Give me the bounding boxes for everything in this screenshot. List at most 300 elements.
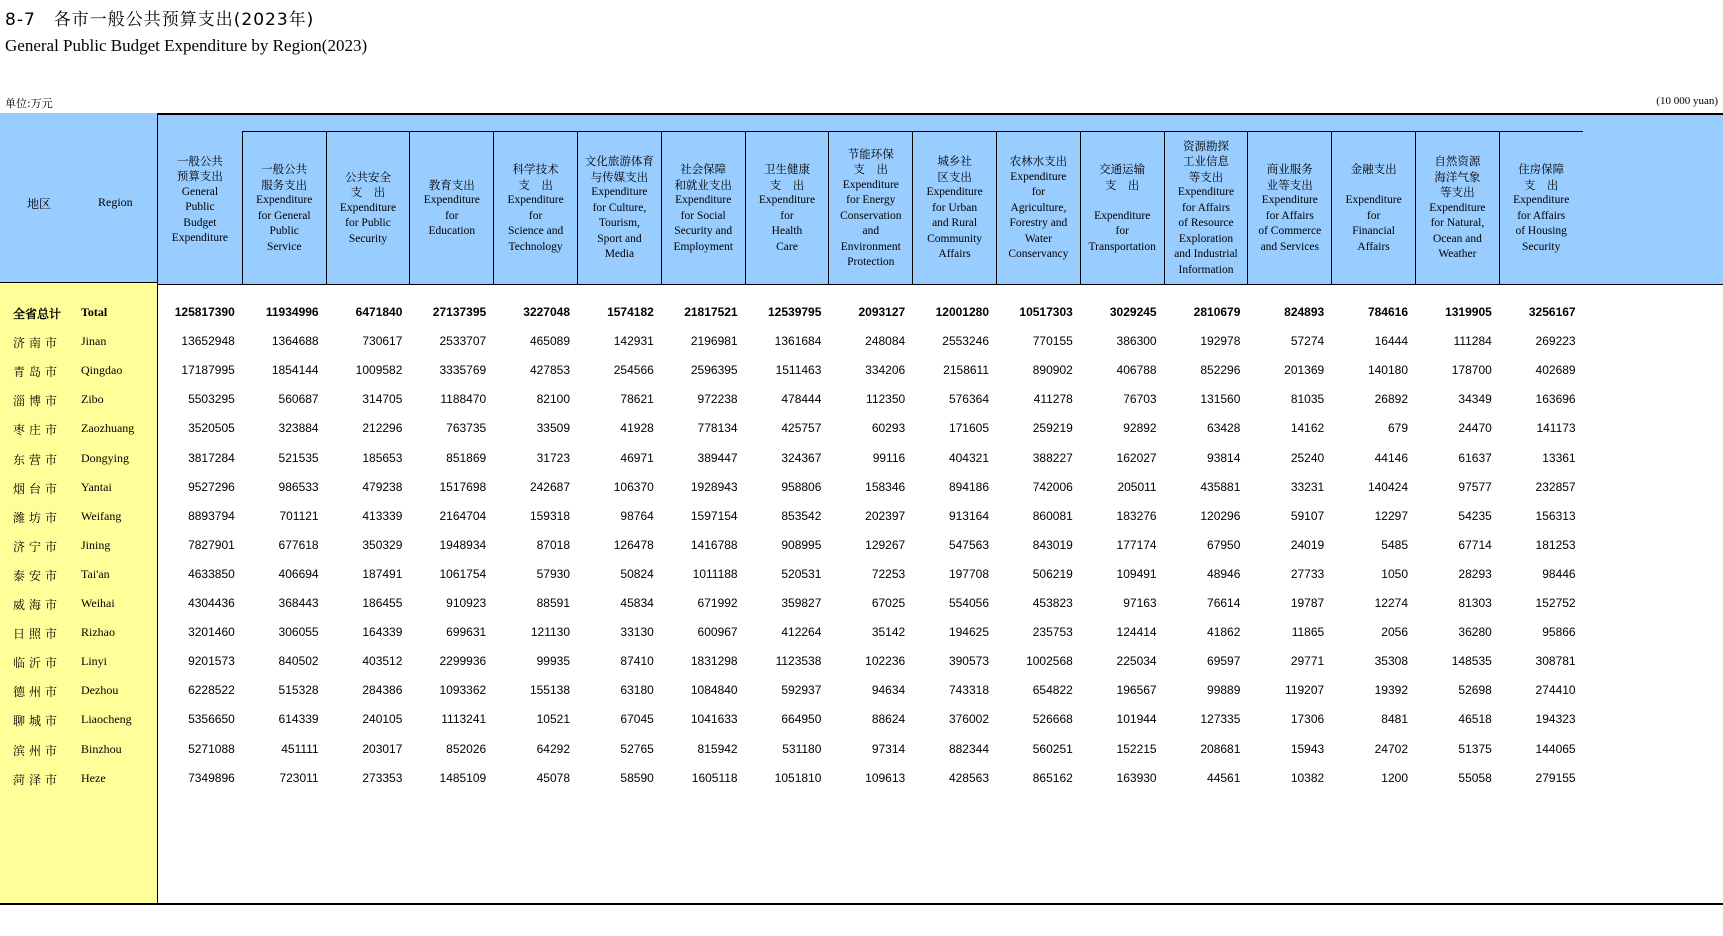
table-cell: 284386 [362,683,403,698]
table-cell: 44146 [1374,450,1408,465]
table-cell: 171605 [948,421,989,436]
table-cell: 59107 [1290,508,1325,523]
table-cell: 1061754 [439,566,487,581]
table-cell: 521535 [278,450,319,465]
column-header-en-line: Security and [674,225,733,237]
expenditure-table [0,113,1723,905]
table-cell: 3029245 [1109,305,1157,319]
table-cell: 852296 [1200,363,1241,378]
region-name-cn: 济南市 [13,336,62,351]
table-cell: 478444 [781,392,822,407]
table-cell: 6228522 [188,683,235,698]
table-cell: 614339 [278,712,319,727]
table-cell: 274410 [1535,683,1576,698]
column-header-en-line: Affairs [938,248,971,261]
column-header-cn-line: 一般公共 [176,153,223,168]
column-header-cn-line: 社会保障 [680,162,727,176]
table-cell: 699631 [446,625,487,640]
table-cell: 5356650 [188,712,235,727]
table-cell: 520531 [781,566,822,581]
column-header-en-line: of Housing [1515,225,1567,237]
table-cell: 201369 [1284,363,1325,378]
column-header-en-line: Security [348,232,388,245]
column-header-en-line: Security [1522,240,1561,253]
column-header-en-line: Expenditure [256,194,313,206]
table-cell: 33509 [536,421,570,436]
table-cell: 9201573 [188,654,235,669]
table-cell: 76703 [1123,392,1157,407]
table-cell: 600967 [697,625,738,640]
table-cell: 784616 [1367,305,1408,319]
column-header-en-line: for [1115,225,1129,237]
region-name-en: Jinan [81,334,107,349]
table-cell: 7827901 [188,537,235,552]
table-cell: 112350 [866,392,906,407]
table-cell: 52765 [620,741,654,756]
table-cell: 1011188 [692,566,738,581]
column-header-en-line: for General [257,209,311,222]
table-cell: 479238 [362,479,403,494]
column-header-en-line: for [1366,209,1381,222]
table-cell: 3201460 [188,625,235,640]
table-cell: 187491 [362,566,403,581]
table-cell: 97314 [871,741,906,756]
column-header-en-line: Expenditure [1345,194,1402,206]
region-name-en: Qingdao [81,363,123,378]
column-header-en-line: for Urban [932,201,978,214]
table-cell: 35142 [871,625,906,640]
table-cell: 45078 [536,770,570,785]
table-cell: 763735 [446,421,487,436]
table-cell: 843019 [1032,537,1073,552]
column-header-5 [493,131,577,285]
table-cell: 163930 [1116,770,1157,785]
table-cell: 1093362 [439,683,487,698]
column-header-en-line: for Public [345,217,391,230]
table-cell: 3817284 [188,450,235,465]
table-cell: 109491 [1116,566,1157,581]
column-header-en-line: Transportation [1088,240,1156,253]
table-cell: 24702 [1374,741,1408,756]
table-cell: 248084 [865,334,906,349]
table-cell: 576364 [948,392,989,407]
table-cell: 140180 [1367,363,1408,378]
table-cell: 15943 [1290,741,1325,756]
table-cell: 33130 [620,625,654,640]
column-header-en-line: for Social [680,209,726,222]
table-cell: 99889 [1207,683,1241,698]
column-header-en-line: for Energy [846,194,896,206]
table-cell: 67025 [871,596,906,610]
table-cell: 99935 [536,654,570,669]
table-cell: 202397 [865,508,906,523]
region-name-en: Heze [81,770,106,785]
column-header-en-line: General [181,185,219,198]
table-cell: 11865 [1291,625,1325,640]
column-header-en-line: Financial [1352,225,1395,237]
column-header-cn-line: 住房保障 [1518,162,1565,176]
table-cell: 185653 [362,450,403,465]
table-cell: 851869 [446,450,487,465]
column-header-13 [1164,131,1248,285]
table-cell: 560251 [1032,741,1073,756]
region-name-en: Total [81,305,108,319]
table-cell: 242687 [529,479,570,494]
column-header-en-line: Conservancy [1008,248,1069,261]
table-cell: 6471840 [355,305,403,319]
column-header-en-line: Exploration [1178,232,1234,245]
table-cell: 45834 [620,596,654,610]
table-cell: 225034 [1116,654,1157,669]
table-cell: 54235 [1458,508,1492,523]
column-header-en-line: for [445,209,459,222]
table-cell: 19392 [1374,683,1408,698]
column-header-cn-line: 区支出 [937,169,972,184]
column-header-en-line: for [528,209,543,222]
table-cell: 41928 [620,421,654,436]
table-cell: 232857 [1535,479,1576,494]
table-row [0,361,1723,381]
table-cell: 308781 [1535,654,1576,669]
column-header-14 [1247,131,1331,285]
table-cell: 148535 [1451,654,1492,669]
table-cell: 1361684 [774,334,822,349]
table-cell: 87018 [536,537,570,552]
region-name-cn: 菏泽市 [13,772,62,787]
table-cell: 97163 [1123,596,1157,610]
column-header-en-line: for Culture, [592,201,647,214]
table-cell: 27137395 [432,305,487,319]
region-name-cn: 全省总计 [13,307,62,321]
region-name-cn: 枣庄市 [13,423,62,438]
table-cell: 13361 [1542,450,1576,465]
table-cell: 93814 [1207,450,1241,465]
table-cell: 212296 [362,421,403,436]
table-cell: 33231 [1290,479,1325,494]
table-cell: 120296 [1200,508,1241,523]
table-cell: 413339 [362,508,403,523]
column-header-en-line: and Rural [932,217,978,230]
table-cell: 1319905 [1445,305,1492,319]
column-header-cn-line: 支 出 [518,177,553,192]
table-cell: 88624 [871,712,906,727]
table-cell: 547563 [948,537,989,552]
region-name-cn: 东营市 [13,452,62,467]
table-cell: 63180 [620,683,654,698]
column-header-cn-line: 与传媒支出 [590,169,649,184]
table-row [0,332,1723,352]
region-header-cell [0,113,157,283]
table-cell: 92892 [1123,421,1157,436]
table-cell: 1084840 [690,683,738,698]
table-cell: 1831298 [690,654,738,669]
table-cell: 2299936 [439,654,487,669]
column-header-en-line: Service [266,240,302,253]
table-cell: 46971 [620,450,654,465]
table-cell: 306055 [278,625,319,640]
column-header-en-line: Environment [840,240,901,253]
table-cell: 52698 [1458,683,1492,698]
table-cell: 279155 [1535,770,1576,785]
table-row [0,740,1723,760]
table-cell: 865162 [1032,770,1073,785]
column-header-cn-line: 服务支出 [261,177,308,192]
table-cell: 958806 [781,479,822,494]
column-header-en-line: Public [269,225,299,237]
table-cell: 1485109 [439,770,487,785]
table-cell: 17306 [1290,712,1325,727]
table-row [0,681,1723,701]
table-cell: 743318 [948,683,989,698]
table-cell: 34349 [1458,392,1492,407]
table-cell: 13652948 [181,334,235,349]
column-header-cn-line: 支 出 [350,185,386,200]
region-name-en: Binzhou [81,741,122,756]
table-cell: 1605118 [691,770,738,785]
table-cell: 1854144 [271,363,319,378]
region-name-en: Tai'an [81,566,110,581]
table-cell: 81035 [1290,392,1325,407]
table-cell: 840502 [278,654,319,669]
table-cell: 141173 [1536,421,1576,436]
table-cell: 98764 [620,508,654,523]
table-cell: 208681 [1200,741,1241,756]
table-cell: 102236 [865,654,906,669]
column-header-12 [1080,131,1164,285]
table-cell: 465089 [529,334,570,349]
table-cell: 152215 [1116,741,1157,756]
table-cell: 406788 [1116,363,1157,378]
column-header-8 [745,131,829,285]
column-header-cn-line: 节能环保 [847,146,894,161]
table-cell: 2810679 [1193,305,1241,319]
table-cell: 259219 [1032,421,1073,436]
table-cell: 31723 [536,450,570,465]
table-cell: 196567 [1116,683,1157,698]
table-cell: 155138 [529,683,570,698]
table-cell: 76614 [1207,596,1241,610]
table-cell: 368443 [278,596,319,610]
table-cell: 654822 [1032,683,1073,698]
column-header-en-line: Expenditure [926,186,983,199]
column-header-en-line: Information [1178,263,1234,276]
table-cell: 406694 [278,566,319,581]
region-name-en: Linyi [81,654,107,669]
table-cell: 323884 [278,421,319,436]
table-cell: 25240 [1290,450,1325,465]
column-header-en-line: Expenditure [507,194,564,206]
table-cell: 986533 [278,479,319,494]
region-name-cn: 潍坊市 [13,510,62,525]
column-header-cn-line: 等支出 [1188,169,1224,184]
column-header-7 [661,131,745,285]
table-cell: 163696 [1535,392,1576,407]
table-cell: 453823 [1032,596,1073,610]
table-cell: 240105 [362,712,403,727]
table-cell: 109613 [865,770,906,785]
table-cell: 1597154 [690,508,738,523]
region-name-cn: 淄博市 [13,394,62,409]
table-cell: 3227048 [523,305,570,319]
table-cell: 78621 [620,392,654,407]
column-header-cn-line: 科学技术 [512,162,559,176]
table-cell: 27733 [1290,566,1325,581]
table-cell: 1416788 [690,537,738,552]
table-cell: 119207 [1285,683,1325,698]
column-header-en-line: Expenditure [1094,209,1151,222]
region-name-en: Dongying [81,450,129,465]
table-cell: 124414 [1116,625,1157,640]
region-name-cn: 临沂市 [13,656,62,671]
table-bottom-rule [0,903,1723,905]
column-header-en-line: Public [185,201,215,213]
table-cell: 181253 [1535,537,1576,552]
table-cell: 55058 [1458,770,1492,785]
table-row [0,652,1723,672]
table-cell: 82100 [536,392,570,407]
table-cell: 3335769 [439,363,487,378]
table-cell: 111284 [1453,334,1492,349]
table-cell: 88591 [536,596,570,610]
table-cell: 14162 [1290,421,1325,436]
table-cell: 4633850 [188,566,235,581]
table-cell: 671992 [697,596,738,610]
table-cell: 324367 [781,450,822,465]
table-cell: 127335 [1200,712,1241,727]
table-cell: 12001280 [935,305,989,319]
table-cell: 36280 [1458,625,1492,640]
table-cell: 98446 [1542,566,1576,581]
column-header-en-line: Education [428,225,476,237]
table-cell: 183276 [1116,508,1157,523]
region-name-en: Weifang [81,508,122,523]
table-cell: 186455 [362,596,403,610]
column-header-en-line: and Services [1260,240,1320,253]
table-cell: 890902 [1032,363,1073,378]
table-cell: 57274 [1290,334,1325,349]
region-name-en: Yantai [81,479,112,494]
table-cell: 205011 [1117,479,1157,494]
column-header-cn-line: 金融支出 [1350,162,1397,176]
table-cell: 142931 [613,334,654,349]
table-cell: 404321 [948,450,989,465]
column-header-cn-line: 教育支出 [428,177,475,192]
page-title-cn: 8-7 各市一般公共预算支出(2023年) [5,10,315,30]
table-cell: 853542 [781,508,822,523]
table-cell: 99116 [872,450,906,465]
column-header-en-line: Expenditure [1513,194,1570,206]
table-row [0,390,1723,410]
region-name-en: Zaozhuang [81,421,135,436]
column-header-en-line: Conservation [840,209,902,222]
table-cell: 506219 [1032,566,1073,581]
column-header-cn-line: 海洋气象 [1434,169,1481,184]
column-header-16 [1415,131,1499,285]
region-name-en: Liaocheng [81,712,132,727]
column-header-en-line: Expenditure [423,194,480,206]
table-row-total [0,303,1723,323]
table-cell: 41862 [1207,625,1241,640]
table-cell: 913164 [948,508,989,523]
table-cell: 824893 [1284,305,1325,319]
table-row [0,710,1723,730]
column-header-en-line: Expenditure [1429,201,1486,214]
table-cell: 164339 [362,625,403,640]
column-header-cn-line: 卫生健康 [763,162,810,176]
table-cell: 679 [1387,421,1408,436]
column-header-en-line: Expenditure [758,194,816,206]
table-cell: 2158611 [943,363,989,378]
column-header-cn-line: 支 出 [1523,177,1559,192]
table-cell: 29771 [1290,654,1325,669]
column-header-en-line: of Resource [1178,217,1234,230]
column-header-cn-line: 业等支出 [1266,177,1313,192]
column-header-en-line: Employment [673,240,733,253]
table-cell: 730617 [362,334,403,349]
table-cell: 908995 [781,537,822,552]
table-cell: 3520505 [188,421,235,436]
region-name-en: Dezhou [81,683,119,698]
table-cell: 67714 [1458,537,1492,552]
table-cell: 402689 [1535,363,1576,378]
table-cell: 334206 [865,363,906,378]
table-cell: 67950 [1207,537,1241,552]
table-cell: 2533707 [439,334,487,349]
table-cell: 1113241 [441,712,487,727]
table-cell: 61637 [1458,450,1492,465]
table-cell: 2164704 [439,508,487,523]
table-cell: 46518 [1458,712,1492,727]
table-cell: 8481 [1381,712,1408,727]
table-cell: 26892 [1374,392,1408,407]
table-cell: 44561 [1207,770,1241,785]
table-cell: 162027 [1116,450,1157,465]
table-cell: 144065 [1535,741,1576,756]
table-cell: 411278 [1033,392,1073,407]
column-header-cn-line: 和就业支出 [674,177,732,192]
table-cell: 2056 [1381,625,1408,640]
column-header-en-line: Budget [183,216,217,229]
table-row [0,623,1723,643]
column-header-cn-line: 文化旅游体育 [584,154,654,169]
column-header-en-line: Care [776,240,798,253]
table-cell: 159318 [529,508,570,523]
column-header-en-line: Forestry and [1009,217,1068,230]
table-cell: 677618 [278,537,319,552]
table-cell: 1948934 [439,537,487,552]
table-cell: 12274 [1374,596,1408,610]
table-cell: 1009582 [355,363,403,378]
column-header-en-line: Expenditure [1010,170,1067,183]
table-cell: 972238 [697,392,738,407]
column-header-en-line: for [1031,186,1046,199]
table-row [0,449,1723,469]
table-cell: 2596395 [690,363,738,378]
table-cell: 5271088 [188,741,235,756]
table-row [0,594,1723,614]
table-cell: 403512 [362,654,403,669]
column-header-3 [326,131,410,285]
table-cell: 63428 [1207,421,1241,436]
table-cell: 72253 [871,566,906,581]
column-header-en-line: for Affairs [1517,209,1566,222]
table-cell: 126478 [613,537,654,552]
table-cell: 1041633 [690,712,738,727]
column-header-6 [577,131,661,285]
table-cell: 1511463 [775,363,822,378]
table-cell: 1188470 [440,392,487,407]
column-header-15 [1331,131,1415,285]
